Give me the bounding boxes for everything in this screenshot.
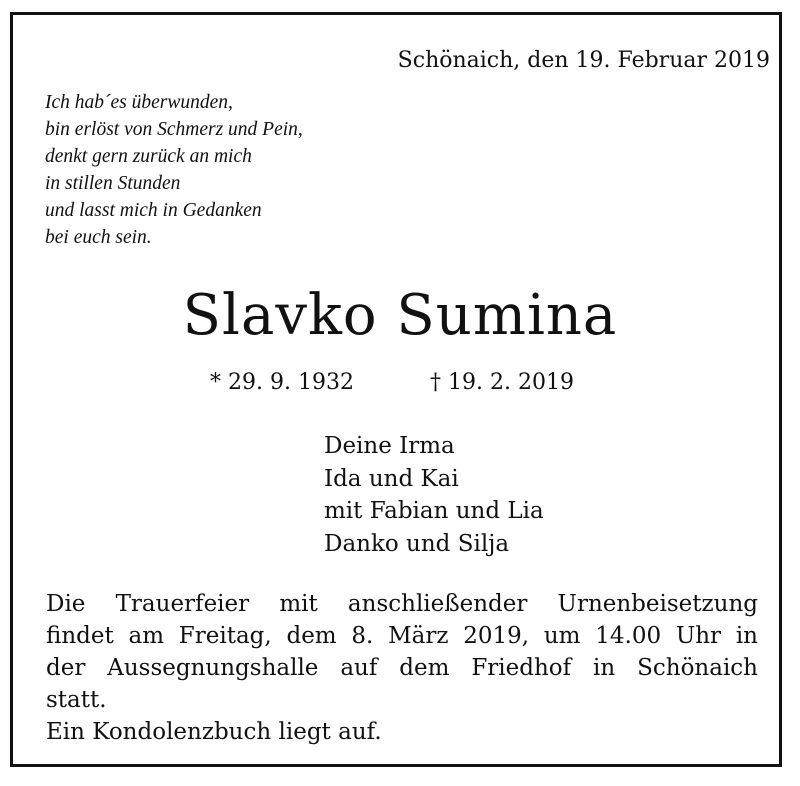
- poem-line: Ich hab´es überwunden,: [45, 92, 233, 113]
- mourners-list: [324, 430, 544, 560]
- funeral-notice: [46, 588, 758, 748]
- notice-line: findet am Freitag, dem 8. März 2019, um 14.00 Uhr in: [46, 623, 758, 649]
- memorial-poem: [45, 89, 303, 251]
- birth-date: * 29. 9. 1932: [210, 370, 354, 395]
- notice-line: Ein Kondolenzbuch liegt auf.: [46, 719, 382, 745]
- deceased-name: Slavko Sumina: [182, 283, 618, 348]
- poem-line: bin erlöst von Schmerz und Pein,: [45, 119, 303, 140]
- notice-line: Die Trauerfeier mit anschließender Urnenbeisetzung: [46, 591, 758, 617]
- poem-line: bei euch sein.: [45, 227, 152, 248]
- notice-line: der Aussegnungshalle auf dem Friedhof in Schönaich: [46, 655, 758, 681]
- mourner-line: Danko und Silja: [324, 530, 510, 557]
- mourner-line: mit Fabian und Lia: [324, 498, 544, 524]
- poem-line: denkt gern zurück an mich: [45, 146, 252, 167]
- place-and-date: Schönaich, den 19. Februar 2019: [397, 48, 770, 73]
- poem-line: und lasst mich in Gedanken: [45, 200, 262, 221]
- mourner-line: Ida und Kai: [324, 465, 459, 492]
- death-date: † 19. 2. 2019: [430, 370, 574, 395]
- poem-line: in stillen Stunden: [45, 173, 181, 194]
- notice-line: statt.: [46, 687, 107, 713]
- mourner-line: Deine Irma: [324, 433, 455, 459]
